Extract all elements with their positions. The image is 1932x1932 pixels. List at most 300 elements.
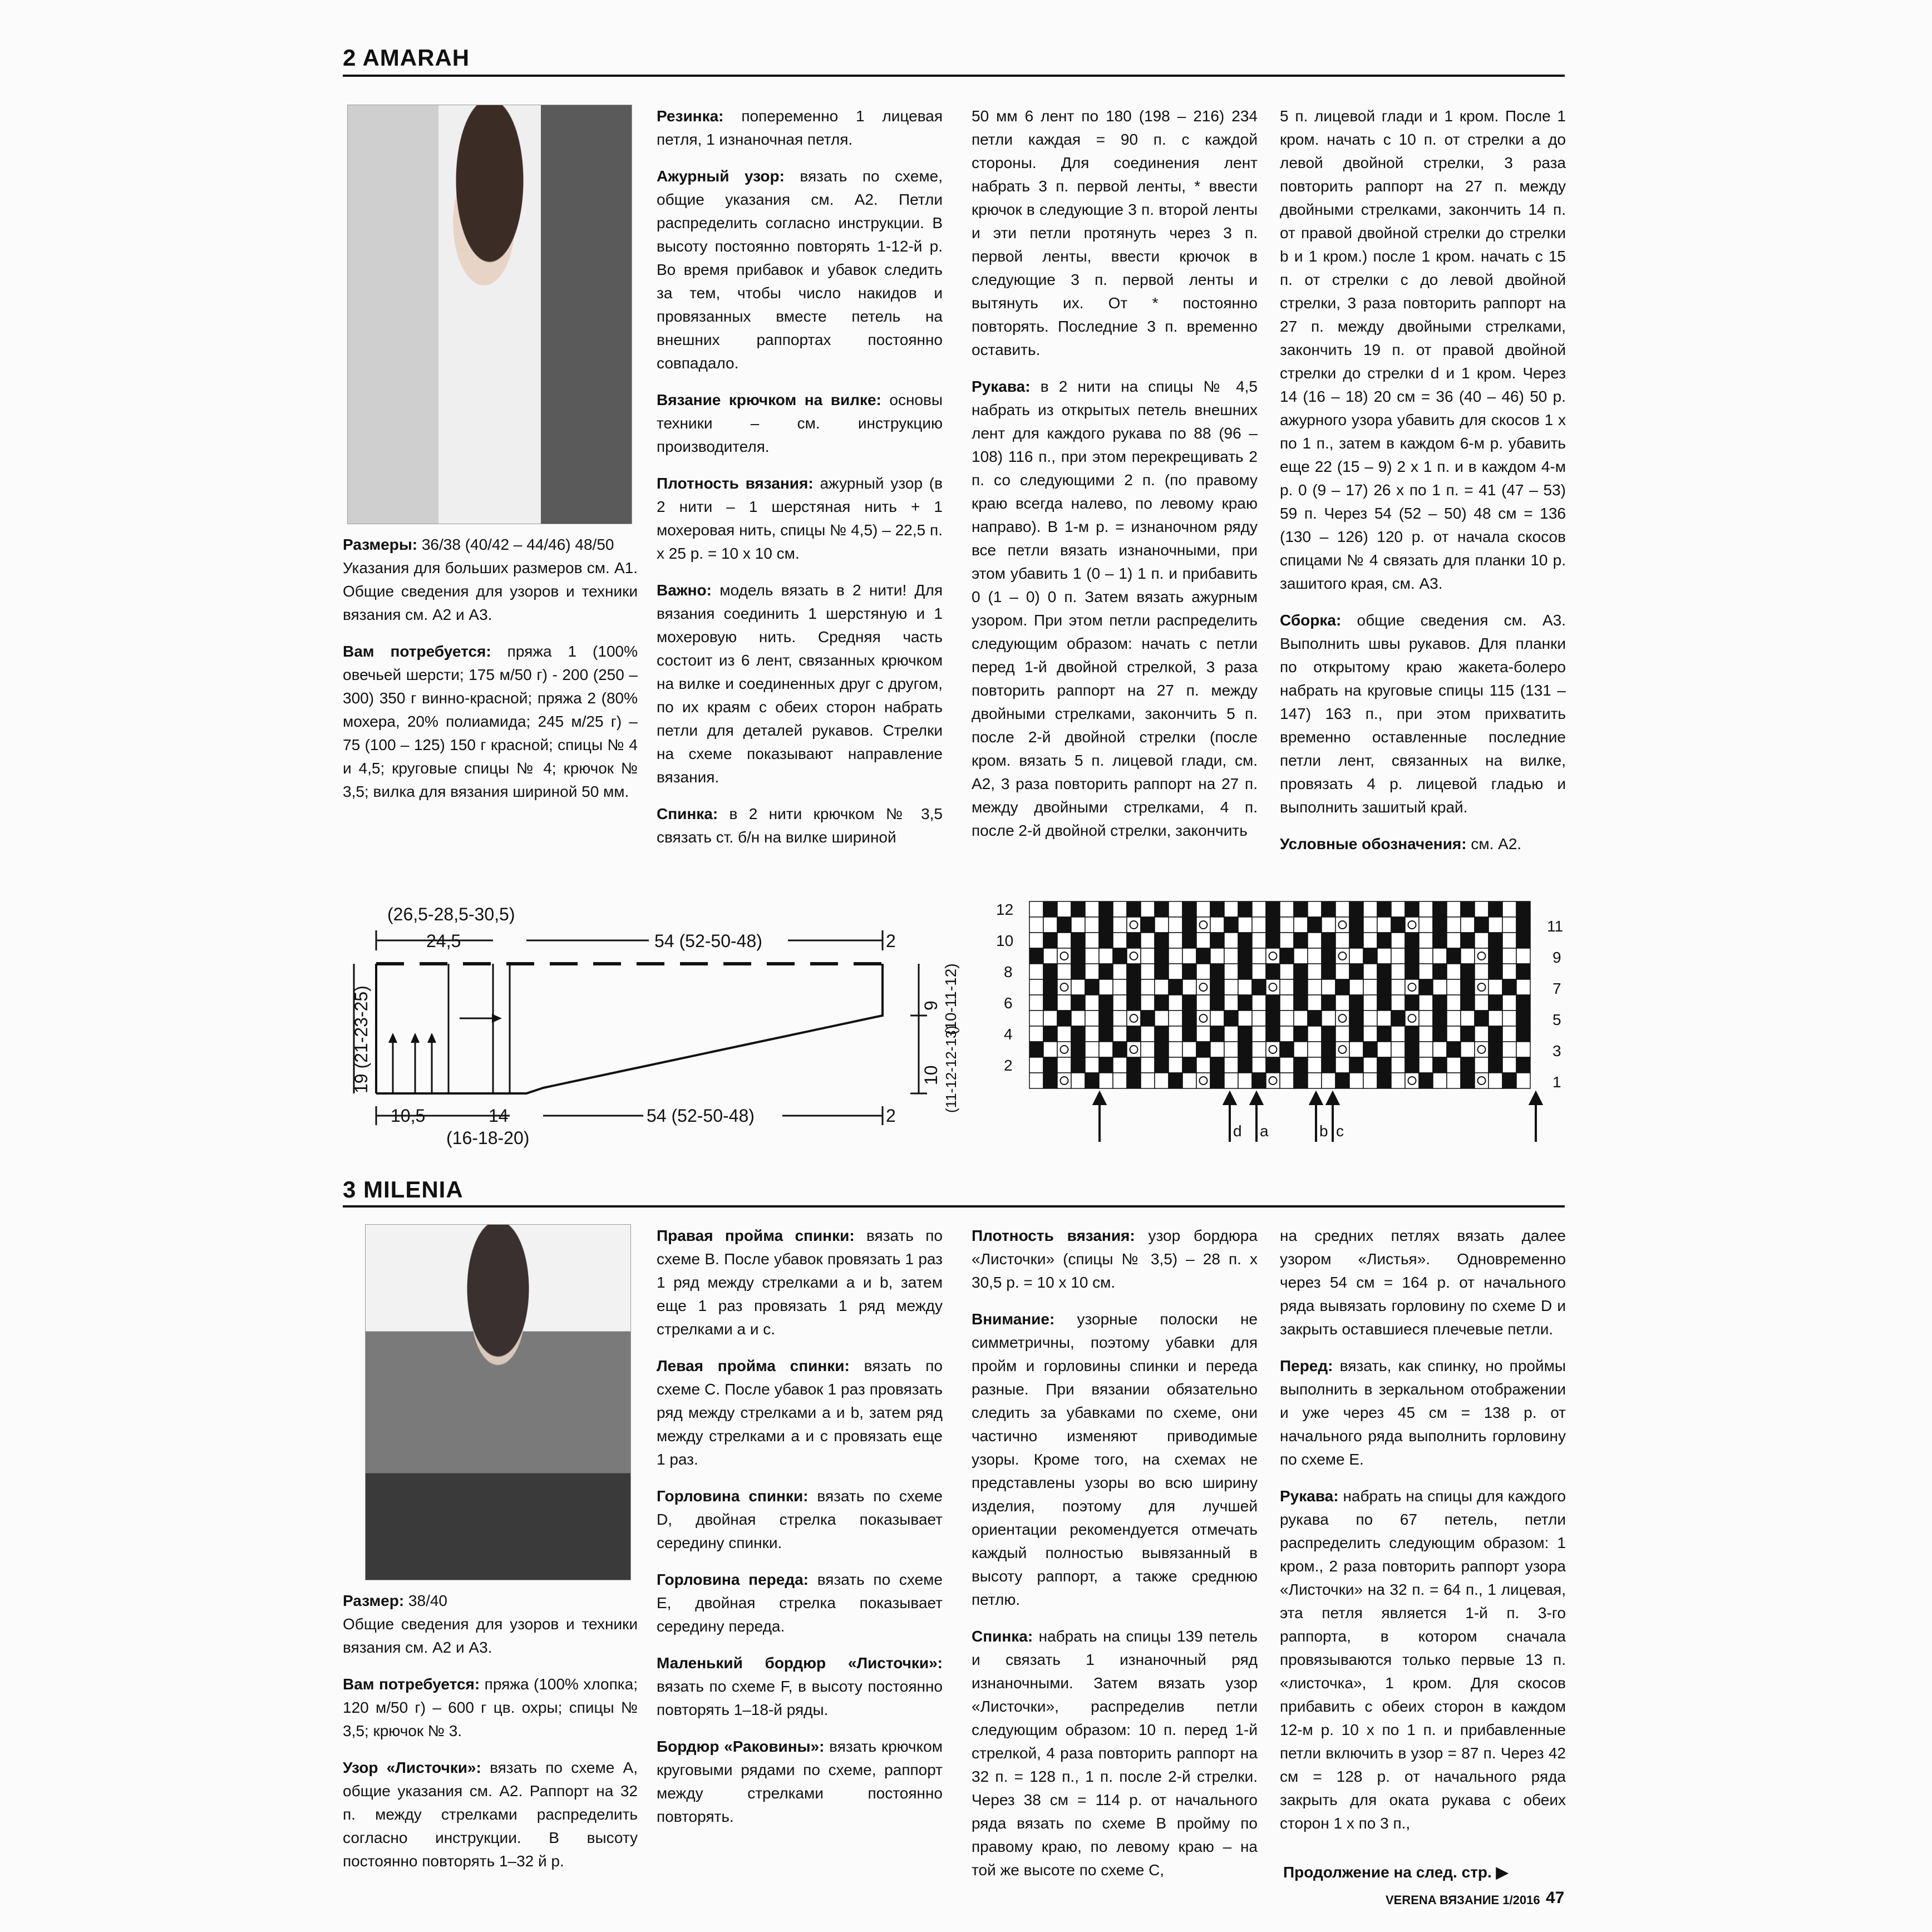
chart-cell [1308,1026,1322,1042]
materials-label: Вам потребуется: [343,643,491,660]
para-text: ажурный узор (в 2 нити – 1 шерстяная нить + 1 мохеровая нить, спицы № 4,5) – 22,5 п. х 25 р. = 10 х 10 см. [657,475,943,562]
chart-cell [1475,917,1489,933]
chart-cell [1210,1057,1224,1073]
chart-cell [1349,917,1363,933]
chart-cell [1043,964,1057,979]
chart-cell [1475,1057,1489,1073]
chart-cell [1043,933,1057,948]
chart-cell [1294,1042,1308,1057]
chart-cell [1238,1042,1252,1057]
chart-cell [1113,995,1127,1011]
chart-cell [1308,1073,1322,1088]
para-label: Спинка: [657,805,718,822]
chart-cell [1210,933,1224,948]
chart-cell [1433,901,1447,917]
para-label: Правая пройма спинки: [657,1227,855,1244]
chart-cell [1502,979,1516,995]
chart-cell [1419,1011,1433,1026]
chart-cell [1294,979,1308,995]
chart-cell [1294,901,1308,917]
chart-cell [1308,1011,1322,1026]
chart-cell [1266,979,1280,995]
chart-cell [1085,933,1099,948]
chart-cell [1155,1042,1169,1057]
chart-cell [1224,979,1238,995]
chart-cell [1322,1057,1335,1073]
chart-cell [1057,1011,1071,1026]
chart-cell [1057,1057,1071,1073]
chart-cell [1322,979,1335,995]
chart-cell [1461,1011,1475,1026]
chart-cell [1085,917,1099,933]
chart-cell [1029,1011,1043,1026]
chart-cell [1349,948,1363,964]
chart-cell [1210,917,1224,933]
knitting-chart [996,897,1569,1153]
chart-cell [1405,1073,1419,1088]
chart-cell [1502,933,1516,948]
arrow-label-b: b [1319,1122,1328,1140]
chart-cell [1113,933,1127,948]
chart-cell [1502,1042,1516,1057]
chart-cell [1071,917,1085,933]
para-text: вязать по схеме, общие указания см. А2. Петли распределить согласно инструкции. В высоту постоянно повторять 1-12-й р. Во время прибавок и убавок следить за тем, чтобы число накидов и провязанных вместе петель на внешних раппортах постоянно совпадало. [657,167,943,372]
chart-cell [1405,901,1419,917]
chart-cell [1057,948,1071,964]
chart-cell [1169,1073,1182,1088]
chart-cell [1419,901,1433,917]
chart-cell [1196,1042,1210,1057]
chart-cell [1405,1042,1419,1057]
chart-cell [1127,964,1141,979]
chart-cell [1502,995,1516,1011]
para-label: Ажурный узор: [657,167,785,185]
chart-cell [1322,948,1335,964]
chart-cell [1419,1057,1433,1073]
chart-cell [1252,948,1266,964]
chart-cell [1461,979,1475,995]
chart-cell [1071,1042,1085,1057]
para-text: набрать на спицы для каждого рукава по 67 петель, петли распределить следующим образом: 1 кром., 2 раза повторить раппорт узора «Листочки» на 32 п. = 64 п., 1 лицевая, эта петля является 1-й п. 3-го раппорта, в котором сначала провязываются только первые 13 п. «листочка», 1 кром. Для скосов прибавить с обеих сторон в каждом 12-м р. 10 х по 1 п. и прибавленные петли включить в узор = 87 п. Через 42 см = 128 р. от начального ряда закрыть для оката рукава с обеих сторон 1 х по 3 п., [1280,1487,1566,1832]
chart-cell [1071,1026,1085,1042]
chart-cell [1238,979,1252,995]
chart-cell [1071,964,1085,979]
chart-cell [1461,1042,1475,1057]
chart-cell [1475,1026,1489,1042]
chart-cell [1210,1073,1224,1088]
chart-cell [1461,948,1475,964]
para-text: попеременно 1 лицевая петля, 1 изнаночная петля. [657,107,943,148]
chart-cell [1489,1042,1502,1057]
chart-cell [1127,1011,1141,1026]
chart-cell [1475,948,1489,964]
chart-cell [1335,964,1349,979]
chart-cell [1308,901,1322,917]
chart-cell [1335,995,1349,1011]
chart-cell [1349,933,1363,948]
chart-cell [1029,995,1043,1011]
chart-cell [1252,933,1266,948]
chart-cell [1113,917,1127,933]
chart-cell [1433,933,1447,948]
para-label: Рукава: [972,378,1031,395]
chart-cell [1155,1073,1169,1088]
chart-cell [1043,979,1057,995]
chart-cell [1252,1042,1266,1057]
chart-cell [1322,901,1335,917]
chart-cell [1029,917,1043,933]
chart-cell [1516,979,1530,995]
chart-cell [1308,964,1322,979]
chart-cell [1377,964,1391,979]
row-label: 3 [1552,1042,1561,1059]
chart-cell [1461,995,1475,1011]
chart-cell [1224,917,1238,933]
chart-cell [1252,1073,1266,1088]
chart-cell [1447,964,1461,979]
chart-cell [1308,917,1322,933]
chart-cell [1377,979,1391,995]
chart-cell [1029,979,1043,995]
schematic-right-upper-alt: (10-11-12) [942,963,959,1035]
chart-cell [1182,1011,1196,1026]
page-number: 47 [1546,1889,1565,1907]
chart-cell [1377,995,1391,1011]
leaves-label: Узор «Листочки»: [343,1759,481,1776]
chart-cell [1489,917,1502,933]
chart-cell [1099,1057,1113,1073]
chart-cell [1085,1011,1099,1026]
chart-cell [1196,979,1210,995]
chart-cell [1502,917,1516,933]
column-4-amarah [1280,105,1566,869]
chart-cell [1308,948,1322,964]
chart-cell [1266,1026,1280,1042]
chart-cell [1238,948,1252,964]
chart-cell [1113,1073,1127,1088]
chart-cell [1391,979,1405,995]
chart-cell [1502,1073,1516,1088]
schematic-top-left: 24,5 [426,931,461,951]
chart-cell [1475,995,1489,1011]
chart-cell [1182,995,1196,1011]
row-label: 12 [996,901,1014,918]
bolero-schematic [343,901,977,1157]
chart-cell [1280,901,1294,917]
chart-cell [1447,933,1461,948]
chart-cell [1099,1026,1113,1042]
chart-cell [1113,1026,1127,1042]
chart-cell [1196,901,1210,917]
row-label: 2 [1004,1057,1013,1074]
chart-cell [1099,979,1113,995]
chart-cell [1071,1073,1085,1088]
chart-cell [1085,979,1099,995]
column-4-milenia [1280,1224,1566,1849]
chart-cell [1043,948,1057,964]
chart-cell [1489,1026,1502,1042]
chart-cell [1447,979,1461,995]
chart-cell [1127,979,1141,995]
chart-cell [1043,1042,1057,1057]
chart-cell [1349,979,1363,995]
schematic-right-lower-alt: (11-12-12-13) [943,1025,959,1113]
chart-cell [1210,995,1224,1011]
chart-cell [1308,995,1322,1011]
row-label: 7 [1552,980,1561,997]
chart-cell [1349,964,1363,979]
para-label: Вязание крючком на вилке: [657,391,881,408]
chart-cell [1071,979,1085,995]
chart-cell [1447,1042,1461,1057]
chart-cell [1196,1011,1210,1026]
chart-cell [1224,1011,1238,1026]
section-title-amarah: 2 AMARAH [343,45,470,71]
row-label: 8 [1004,963,1013,980]
chart-cell [1377,917,1391,933]
schematic-bottom-b: 14 [489,1106,509,1126]
chart-cell [1419,933,1433,948]
chart-cell [1182,933,1196,948]
chart-cell [1502,901,1516,917]
chart-cell [1224,995,1238,1011]
chart-cell [1141,933,1155,948]
chart-cell [1280,917,1294,933]
chart-cell [1447,995,1461,1011]
chart-cell [1322,1042,1335,1057]
chart-cell [1141,917,1155,933]
para-text: в 2 нити на спицы № 4,5 набрать из открытых петель внешних лент для каждого рукава по 88 (96 – 108) 116 п., при этом перекрещивать 2 п. со следующими 2 п. (по правому краю всегда налево, по левому краю направо). В 1-м р. = изнаночном ряду все петли вязать изнаночными, при этом убавить 1 (0 – 1) 1 п. и прибавить 0 (1 – 0) 0 п. Затем вязать ажурным узором. При этом петли распределить следующим образом: начать с петли перед 1-й двойной стрелкой, 3 раза повторить раппорт на 27 п. между двойными стрелками, закончить 5 п. после 2-й двойной стрелки (после кром. вязать 5 п. лицевой глади, см. А2, 3 раза повторить раппорт на 27 п. между двойными стрелками, 4 п. после 2-й двойной стрелки, закончить [972,378,1258,839]
chart-cell [1127,948,1141,964]
chart-cell [1419,979,1433,995]
chart-cell [1489,933,1502,948]
chart-cell [1516,933,1530,948]
column-1-amarah [343,533,638,817]
chart-cell [1196,964,1210,979]
chart-cell [1475,1011,1489,1026]
chart-cell [1071,933,1085,948]
chart-cell [1127,1073,1141,1088]
chart-cell [1252,901,1266,917]
chart-cell [1238,1011,1252,1026]
chart-cell [1210,1011,1224,1026]
chart-cell [1043,1026,1057,1042]
chart-cell [1238,1026,1252,1042]
chart-cell [1433,995,1447,1011]
chart-cell [1141,1042,1155,1057]
chart-cell [1057,1073,1071,1088]
chart-cell [1169,1057,1182,1073]
chart-cell [1071,948,1085,964]
chart-cell [1433,1057,1447,1073]
chart-cell [1419,995,1433,1011]
chart-cell [1335,1011,1349,1026]
chart-cell [1266,1011,1280,1026]
chart-cell [1238,1073,1252,1088]
chart-cell [1405,948,1419,964]
chart-cell [1377,1011,1391,1026]
chart-cell [1391,948,1405,964]
chart-cell [1475,1073,1489,1088]
para-text: вязать по схеме D, двойная стрелка показывает середину спинки. [657,1487,943,1551]
chart-cell [1182,1057,1196,1073]
schematic-left-side: 19 (21-23-25) [351,985,371,1093]
chart-cell [1419,948,1433,964]
para-label: Внимание: [972,1310,1055,1328]
schematic-top-left-alt: (26,5-28,5-30,5) [387,904,515,924]
chart-cell [1043,1011,1057,1026]
chart-cell [1335,1042,1349,1057]
para-label: Спинка: [972,1628,1033,1645]
para-text: основы техники – см. инструкцию производителя. [657,391,943,455]
chart-cell [1210,1042,1224,1057]
chart-cell [1391,1026,1405,1042]
chart-cell [1127,995,1141,1011]
chart-cell [1294,964,1308,979]
chart-cell [1308,979,1322,995]
para-text: узор бордюра «Листочки» (спицы № 3,5) – 28 п. х 30,5 р. = 10 х 10 см. [972,1227,1258,1291]
chart-cell [1363,1073,1377,1088]
schematic-bottom-end: 2 [886,1106,896,1126]
chart-cell [1405,933,1419,948]
para-label: Сборка: [1280,612,1342,629]
chart-cell [1029,1073,1043,1088]
chart-cell [1252,979,1266,995]
chart-cell [1266,901,1280,917]
chart-cell [1155,979,1169,995]
chart-cell [1516,917,1530,933]
chart-cell [1113,979,1127,995]
chart-cell [1057,933,1071,948]
chart-cell [1391,1011,1405,1026]
chart-cell [1182,979,1196,995]
chart-cell [1155,995,1169,1011]
chart-cell [1419,917,1433,933]
chart-cell [1322,917,1335,933]
chart-cell [1335,917,1349,933]
para-label: Важно: [657,581,712,599]
chart-cell [1280,964,1294,979]
chart-cell [1029,964,1043,979]
chart-cell [1447,901,1461,917]
chart-cell [1155,948,1169,964]
chart-cell [1169,901,1182,917]
chart-cell [1489,979,1502,995]
leaves-text: вязать по схеме А, общие указания см. А2. Раппорт на 32 п. между стрелками распределить согласно инструкции. В высоту постоянно повторять 1–32 й р. [343,1759,638,1870]
chart-cell [1141,1073,1155,1088]
chart-cell [1266,1073,1280,1088]
schematic-right-lower: 10 [921,1065,941,1085]
row-label: 6 [1004,994,1013,1012]
chart-cell [1294,995,1308,1011]
chart-cell [1280,1011,1294,1026]
chart-cell [1169,948,1182,964]
para-label: Горловина переда: [657,1571,809,1588]
chart-cell [1322,1073,1335,1088]
materials-text: пряжа 1 (100% овечьей шерсти; 175 м/50 г) - 200 (250 – 300) 350 г винно-красной; пряжа 2 (80% мохера, 20% полиамида; 245 м/25 г) – 75 (100 – 125) 150 г красной; спицы № 4 и 4,5; круговые спицы № 4; крючок № 3,5; вилка для вязания шириной 50 мм. [343,643,638,800]
para-text: общие сведения см. А3. Выполнить швы рукавов. Для планки по открытому краю жакета-болеро набрать на круговые спицы 115 (131 – 147) 163 п., при этом прихватить временно оставленные последние петли лент, связанных на вилке, провязать 4 р. лицевой гладью и выполнить зашитый край. [1280,612,1566,816]
chart-cell [1461,901,1475,917]
model-photo-milenia [365,1224,631,1580]
para-label: Плотность вязания: [972,1227,1135,1244]
chart-cell [1335,901,1349,917]
chart-cell [1433,1011,1447,1026]
chart-cell [1043,917,1057,933]
chart-cell [1196,948,1210,964]
chart-cell [1502,1011,1516,1026]
chart-cell [1127,1057,1141,1073]
column-2-amarah [657,105,943,862]
chart-cell [1085,964,1099,979]
sizes-label: Размеры: [343,536,418,553]
chart-cell [1516,901,1530,917]
chart-cell [1349,901,1363,917]
chart-cell [1210,1026,1224,1042]
arrow-label-d: d [1233,1122,1242,1140]
chart-cell [1127,1026,1141,1042]
row-label: 10 [996,932,1014,949]
chart-cell [1363,1011,1377,1026]
para-text: вязать крючком круговыми рядами по схеме, раппорт между стрелками постоянно повторять. [657,1738,943,1825]
chart-cell [1516,1011,1530,1026]
chart-cell [1224,948,1238,964]
chart-cell [1182,964,1196,979]
chart-cell [1516,995,1530,1011]
section-rule [343,1205,1565,1208]
chart-cell [1155,933,1169,948]
chart-cell [1461,933,1475,948]
chart-cell [1127,901,1141,917]
chart-cell [1335,979,1349,995]
chart-cell [1433,1073,1447,1088]
chart-cell [1085,901,1099,917]
chart-cell [1516,1042,1530,1057]
chart-cell [1405,964,1419,979]
chart-cell [1196,933,1210,948]
chart-cell [1363,1042,1377,1057]
chart-cell [1405,917,1419,933]
chart-cell [1071,995,1085,1011]
chart-cell [1238,917,1252,933]
para-text: вязать по схеме В. После убавок провязать 1 раз 1 ряд между стрелками а и b, затем еще 1 раз провязать 1 ряд между стрелками а и с. [657,1227,943,1338]
para-label: Перед: [1280,1357,1333,1374]
chart-cell [1322,933,1335,948]
materials-label: Вам потребуется: [343,1675,480,1693]
chart-cell [1057,901,1071,917]
chart-cell [1461,1073,1475,1088]
chart-cell [1182,948,1196,964]
chart-cell [1252,1011,1266,1026]
continue-note: Продолжение на след. стр. ▶ [1283,1864,1509,1881]
row-label: 4 [1004,1026,1013,1043]
chart-cell [1447,1057,1461,1073]
chart-cell [1266,964,1280,979]
chart-cell [1113,901,1127,917]
chart-cell [1489,995,1502,1011]
chart-cell [1516,1057,1530,1073]
chart-cell [1224,933,1238,948]
chart-cell [1377,1073,1391,1088]
row-label: 5 [1552,1011,1561,1028]
chart-cell [1029,1026,1043,1042]
chart-cell [1224,1026,1238,1042]
chart-cell [1099,933,1113,948]
chart-cell [1085,948,1099,964]
chart-cell [1029,1057,1043,1073]
schematic-top-end: 2 [886,931,896,951]
row-label: 1 [1552,1073,1561,1091]
column-2-milenia [657,1224,943,1842]
